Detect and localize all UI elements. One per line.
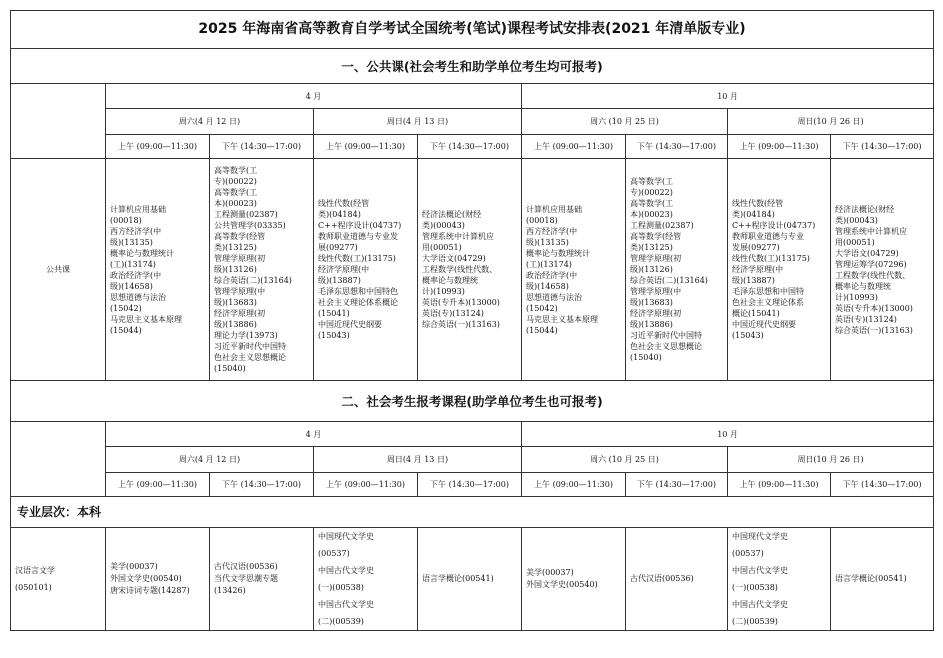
course-line: (15043)	[732, 331, 764, 340]
course-cell	[210, 159, 314, 381]
course-line: 概率论与数理统	[835, 281, 891, 291]
course-cell	[210, 528, 314, 631]
course-line: 概率论与数理统	[422, 276, 478, 285]
course-line: (一)(00538)	[318, 583, 364, 592]
course-line: 专)(00022)	[630, 188, 673, 197]
course-line: 习近平新时代中国特	[214, 342, 286, 351]
time-header: 上午 (09:00—11:30)	[106, 473, 210, 497]
course-line: 线性代数(工)(13175)	[318, 254, 396, 263]
time-header: 上午 (09:00—11:30)	[728, 135, 831, 159]
course-line: 理论力学(13973)	[214, 331, 278, 340]
course-line: 毛泽东思想和中国特	[732, 287, 804, 296]
course-line: (15042)	[526, 303, 558, 313]
course-cell	[626, 159, 728, 381]
course-line: 色社会主义思想概论	[630, 342, 702, 351]
month-april: 4 月	[106, 84, 522, 109]
day-header: 周六 (10 月 25 日)	[522, 447, 728, 473]
course-line: 思想道德与法治	[526, 292, 582, 302]
course-line: 大学语文(04729)	[422, 254, 486, 263]
time-header: 下午 (14:30—17:00)	[418, 473, 522, 497]
course-line: (15041)	[318, 309, 350, 318]
course-cell	[831, 159, 934, 381]
course-line: 英语(专升本)(13000)	[835, 303, 913, 313]
course-cell	[314, 159, 418, 381]
course-line: 级)(13135)	[526, 237, 569, 247]
course-line: 计算机应用基础	[526, 204, 582, 214]
day-header: 周日(10 月 26 日)	[728, 447, 934, 473]
course-cell	[106, 528, 210, 631]
major-level-label: 专业层次：本科	[11, 497, 934, 528]
month-april: 4 月	[106, 422, 522, 447]
day-header: 周日(10 月 26 日)	[728, 109, 934, 135]
time-header: 下午 (14:30—17:00)	[626, 473, 728, 497]
course-line: 唐宋诗词专题(14287)	[110, 586, 190, 595]
course-line: 经济学原理(初	[214, 309, 266, 318]
course-line: (13426)	[214, 586, 246, 595]
course-line: 社会主义理论体系概论	[318, 298, 398, 307]
course-line: 中国近现代史纲要	[732, 320, 796, 329]
major-name-cell	[11, 528, 106, 631]
course-line: 工程测量(02387)	[630, 221, 694, 230]
course-line: (工)(13174)	[526, 259, 572, 269]
course-line: 综合英语(一)(13163)	[835, 325, 913, 335]
day-header: 周六 (10 月 25 日)	[522, 109, 728, 135]
day-header: 周六(4 月 12 日)	[106, 109, 314, 135]
course-line: (15043)	[318, 331, 350, 340]
course-line: 综合英语(二)(13164)	[214, 276, 292, 285]
course-line: 语言学概论(00541)	[422, 574, 494, 583]
course-line: 线性代数(工)(13175)	[732, 254, 810, 263]
corner-cell	[11, 84, 106, 159]
course-cell	[522, 159, 626, 381]
course-line: (15044)	[110, 325, 142, 335]
time-header: 下午 (14:30—17:00)	[418, 135, 522, 159]
course-line: (00537)	[732, 549, 764, 558]
course-line: 管理运筹学(07296)	[835, 259, 907, 269]
course-line: 中国古代文学史	[318, 566, 374, 575]
course-line: 管理学原理(初	[630, 254, 682, 263]
course-line: 级)(13886)	[214, 320, 257, 329]
course-line: 中国古代文学史	[732, 566, 788, 575]
course-line: 概论(15041)	[732, 309, 780, 318]
course-line: (15040)	[214, 364, 246, 373]
course-line: 英语(专升本)(13000)	[422, 298, 500, 307]
time-header: 下午 (14:30—17:00)	[831, 135, 934, 159]
course-line: 经济学原理(中	[318, 265, 370, 274]
course-cell	[418, 528, 522, 631]
course-line: 工程数学(线性代数、	[835, 270, 911, 280]
course-line: 类)(04184)	[318, 210, 361, 219]
course-line: (一)(00538)	[732, 583, 778, 592]
course-line: 中国近现代史纲要	[318, 320, 382, 329]
course-cell	[728, 528, 831, 631]
course-cell	[831, 528, 934, 631]
course-line: 线性代数(经管	[318, 199, 370, 208]
course-line: 思想道德与法治	[110, 292, 166, 302]
course-line: 中国现代文学史	[732, 532, 788, 541]
course-line: 英语(专)(13124)	[835, 314, 897, 324]
course-cell	[314, 528, 418, 631]
course-cell	[106, 159, 210, 381]
course-line: (工)(13174)	[110, 259, 156, 269]
schedule-table	[10, 10, 934, 631]
time-header: 上午 (09:00—11:30)	[314, 473, 418, 497]
time-header: 上午 (09:00—11:30)	[314, 135, 418, 159]
course-line: 毛泽东思想和中国特色	[318, 287, 398, 296]
course-line: 级)(13887)	[732, 276, 775, 285]
course-line: 管理学原理(中	[630, 287, 682, 296]
course-line: 级)(13683)	[214, 298, 257, 307]
course-line: 政治经济学(中	[110, 270, 162, 280]
course-line: (15044)	[526, 325, 558, 335]
course-line: 类)(04184)	[732, 210, 775, 219]
course-line: 汉语言文学	[15, 566, 55, 575]
day-header: 周六(4 月 12 日)	[106, 447, 314, 473]
course-line: 管理系统中计算机应	[422, 232, 494, 241]
course-line: 经济法概论(财经	[835, 204, 895, 214]
course-line: 高等数学(工	[214, 166, 258, 175]
course-cell	[522, 528, 626, 631]
course-line: 经济学原理(初	[630, 309, 682, 318]
course-line: 经济法概论(财经	[422, 210, 482, 219]
course-line: 高等数学(经管	[214, 232, 266, 241]
course-line: 外国文学史(00540)	[110, 574, 182, 583]
course-line: 美学(00037)	[110, 562, 158, 571]
course-cell	[626, 528, 728, 631]
course-line: 级)(13886)	[630, 320, 673, 329]
course-cell	[418, 159, 522, 381]
course-line: 教师职业道德与专业发	[318, 232, 398, 241]
course-line: 管理学原理(中	[214, 287, 266, 296]
course-line: 用(00051)	[422, 243, 462, 252]
course-line: 管理系统中计算机应	[835, 226, 907, 236]
course-line: 语言学概论(00541)	[835, 574, 907, 583]
course-line: (00537)	[318, 549, 350, 558]
course-line: 类)(00043)	[835, 215, 878, 225]
course-line: C++程序设计(04737)	[318, 221, 402, 230]
course-line: 类)(13125)	[214, 243, 257, 252]
page-title: 2025 年海南省高等教育自学考试全国统考(笔试)课程考试安排表(2021 年清单版专业)	[11, 11, 934, 49]
course-line: 类)(13125)	[630, 243, 673, 252]
course-line: 综合英语(二)(13164)	[630, 276, 708, 285]
course-line: 计算机应用基础	[110, 204, 166, 214]
course-line: 计)(10993)	[835, 292, 878, 302]
course-line: (15042)	[110, 303, 142, 313]
row-label-public: 公共课	[11, 159, 106, 381]
course-line: 外国文学史(00540)	[526, 580, 598, 589]
course-line: 级)(13683)	[630, 298, 673, 307]
course-line: 展(09277)	[318, 243, 358, 252]
course-line: 大学语文(04729)	[835, 248, 899, 258]
time-header: 上午 (09:00—11:30)	[728, 473, 831, 497]
month-october: 10 月	[522, 84, 934, 109]
course-line: 级)(13126)	[630, 265, 673, 274]
course-line: 概率论与数理统计	[110, 248, 174, 258]
course-line: 西方经济学(中	[526, 226, 578, 236]
course-line: 级)(14658)	[110, 281, 153, 291]
course-line: 美学(00037)	[526, 568, 574, 577]
course-line: 类)(00043)	[422, 221, 465, 230]
course-line: 本)(00023)	[214, 199, 257, 208]
course-line: (050101)	[15, 583, 52, 592]
course-line: 专)(00022)	[214, 177, 257, 186]
day-header: 周日(4 月 13 日)	[314, 109, 522, 135]
course-line: (00018)	[110, 215, 142, 225]
course-line: 中国现代文学史	[318, 532, 374, 541]
time-header: 下午 (14:30—17:00)	[210, 135, 314, 159]
course-line: 本)(00023)	[630, 210, 673, 219]
course-line: 用(00051)	[835, 237, 875, 247]
course-line: 色社会主义理论体系	[732, 298, 804, 307]
course-line: 管理学原理(初	[214, 254, 266, 263]
corner-cell	[11, 422, 106, 497]
course-line: 马克思主义基本原理	[110, 314, 182, 324]
month-october: 10 月	[522, 422, 934, 447]
course-line: 英语(专)(13124)	[422, 309, 484, 318]
course-line: (二)(00539)	[732, 617, 778, 626]
course-line: 经济学原理(中	[732, 265, 784, 274]
course-line: 政治经济学(中	[526, 270, 578, 280]
time-header: 上午 (09:00—11:30)	[106, 135, 210, 159]
course-cell	[728, 159, 831, 381]
time-header: 上午 (09:00—11:30)	[522, 473, 626, 497]
course-line: 马克思主义基本原理	[526, 314, 598, 324]
course-line: 公共管理学(03335)	[214, 221, 286, 230]
course-line: 高等数学(工	[630, 177, 674, 186]
course-line: 古代汉语(00536)	[630, 574, 694, 583]
course-line: 级)(13135)	[110, 237, 153, 247]
course-line: 西方经济学(中	[110, 226, 162, 236]
course-line: 工程测量(02387)	[214, 210, 278, 219]
course-line: 级)(14658)	[526, 281, 569, 291]
time-header: 下午 (14:30—17:00)	[831, 473, 934, 497]
course-line: 概率论与数理统计	[526, 248, 590, 258]
course-line: 计)(10993)	[422, 287, 465, 296]
course-line: 工程数学(线性代数、	[422, 265, 498, 274]
course-line: 中国古代文学史	[318, 600, 374, 609]
course-line: 高等数学(经管	[630, 232, 682, 241]
time-header: 下午 (14:30—17:00)	[626, 135, 728, 159]
course-line: (15040)	[630, 353, 662, 362]
section-public-heading: 一、公共课(社会考生和助学单位考生均可报考)	[11, 49, 934, 84]
course-line: 级)(13887)	[318, 276, 361, 285]
time-header: 下午 (14:30—17:00)	[210, 473, 314, 497]
course-line: (00018)	[526, 215, 558, 225]
course-line: 线性代数(经管	[732, 199, 784, 208]
day-header: 周日(4 月 13 日)	[314, 447, 522, 473]
course-line: (二)(00539)	[318, 617, 364, 626]
time-header: 上午 (09:00—11:30)	[522, 135, 626, 159]
course-line: 中国古代文学史	[732, 600, 788, 609]
course-line: 习近平新时代中国特	[630, 331, 702, 340]
course-line: 色社会主义思想概论	[214, 353, 286, 362]
course-line: 高等数学(工	[630, 199, 674, 208]
course-line: 当代文学思潮专题	[214, 574, 278, 583]
course-line: 教师职业道德与专业	[732, 232, 804, 241]
course-line: C++程序设计(04737)	[732, 221, 816, 230]
course-line: 综合英语(一)(13163)	[422, 320, 500, 329]
course-line: 发展(09277)	[732, 243, 780, 252]
course-line: 高等数学(工	[214, 188, 258, 197]
course-line: 古代汉语(00536)	[214, 562, 278, 571]
section-social-heading: 二、社会考生报考课程(助学单位考生也可报考)	[11, 381, 934, 422]
course-line: 级)(13126)	[214, 265, 257, 274]
